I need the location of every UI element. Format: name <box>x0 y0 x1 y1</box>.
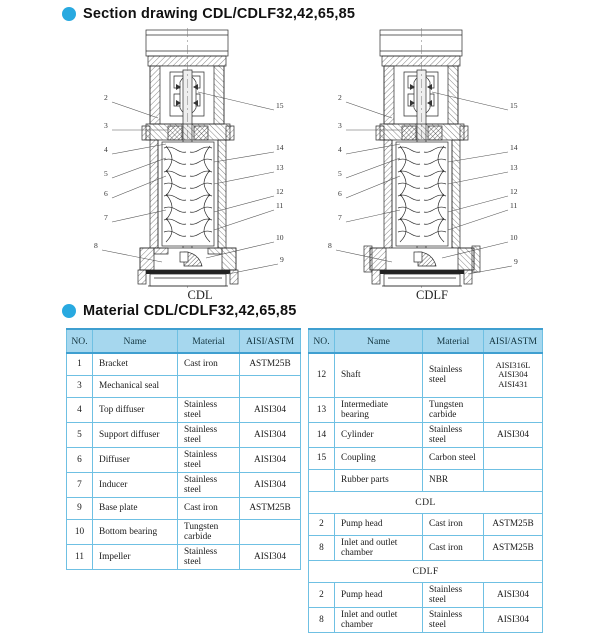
cell-name: Support diffuser <box>93 422 178 447</box>
cell-aisi: AISI304 <box>484 582 543 607</box>
cell-no: 4 <box>67 397 93 422</box>
callout-13: 13 <box>510 163 518 172</box>
table-row <box>309 397 543 422</box>
cell-material: Stainless steel <box>423 607 484 632</box>
callout-15: 15 <box>510 101 518 110</box>
cdl-right-callout-labels <box>276 101 284 264</box>
callout-12: 12 <box>276 187 284 196</box>
table-row <box>67 422 301 447</box>
cell-material: NBR <box>423 469 484 491</box>
cell-no: 11 <box>67 544 93 569</box>
table-row <box>67 447 301 472</box>
cell-name: Inlet and outlet chamber <box>335 607 423 632</box>
table-row <box>309 469 543 491</box>
cell-material: Cast iron <box>423 513 484 535</box>
cell-no: 10 <box>67 519 93 544</box>
table-header-row <box>309 329 543 353</box>
cell-no: 1 <box>67 353 93 375</box>
cell-aisi: AISI304 <box>484 422 543 447</box>
table-row <box>309 353 543 397</box>
callout-2: 2 <box>338 93 342 102</box>
cell-material: Cast iron <box>423 535 484 560</box>
cell-material: Stainless steel <box>178 447 240 472</box>
material-table-left <box>66 328 301 570</box>
cell-no: 7 <box>67 472 93 497</box>
section-drawing-cdl <box>88 26 313 291</box>
table-row <box>67 353 301 375</box>
cell-no: 14 <box>309 422 335 447</box>
header-name: Name <box>93 329 178 353</box>
cell-aisi: AISI304 <box>484 607 543 632</box>
cell-no: 3 <box>67 375 93 397</box>
table-row <box>309 447 543 469</box>
cell-no: 8 <box>309 607 335 632</box>
cell-aisi: AISI316L AISI304 AISI431 <box>484 353 543 397</box>
cell-name: Coupling <box>335 447 423 469</box>
cell-material: Stainless steel <box>178 544 240 569</box>
cell-aisi: AISI304 <box>240 544 301 569</box>
cell-material: Stainless steel <box>423 422 484 447</box>
table-row <box>309 607 543 632</box>
callout-4: 4 <box>338 145 342 154</box>
table-group-row <box>309 560 543 582</box>
bullet-icon <box>62 7 76 21</box>
cell-material: Cast iron <box>178 353 240 375</box>
cell-material: Stainless steel <box>423 353 484 397</box>
callout-7: 7 <box>338 213 342 222</box>
cdl-left-callout-labels <box>94 93 108 250</box>
cell-no: 2 <box>309 513 335 535</box>
cell-material: Cast iron <box>178 497 240 519</box>
section-drawing-title: Section drawing CDL/CDLF32,42,65,85 <box>83 6 356 22</box>
header-material: Material <box>178 329 240 353</box>
cell-no: 2 <box>309 582 335 607</box>
cell-aisi: ASTM25B <box>484 535 543 560</box>
callout-14: 14 <box>510 143 518 152</box>
cell-aisi <box>240 375 301 397</box>
caption-cdl: CDL <box>187 288 213 302</box>
cell-name: Shaft <box>335 353 423 397</box>
table-row <box>67 519 301 544</box>
callout-8: 8 <box>328 241 332 250</box>
table-row <box>309 535 543 560</box>
table-row <box>67 397 301 422</box>
cell-aisi: ASTM25B <box>240 353 301 375</box>
cell-name: Bracket <box>93 353 178 375</box>
callout-4: 4 <box>104 145 108 154</box>
callout-6: 6 <box>104 189 108 198</box>
cell-material: Carbon steel <box>423 447 484 469</box>
table-group-row <box>309 491 543 513</box>
cdlf-left-callout-labels <box>328 93 342 250</box>
header-no: NO. <box>67 329 93 353</box>
section-drawing-heading <box>62 6 355 22</box>
callout-13: 13 <box>276 163 284 172</box>
bullet-icon <box>62 304 76 318</box>
header-aisi: AISI/ASTM <box>240 329 301 353</box>
cell-no: 12 <box>309 353 335 397</box>
header-name: Name <box>335 329 423 353</box>
cell-name: Top diffuser <box>93 397 178 422</box>
cell-name: Pump head <box>335 582 423 607</box>
cell-aisi: AISI304 <box>240 397 301 422</box>
cell-material: Stainless steel <box>178 422 240 447</box>
callout-3: 3 <box>104 121 108 130</box>
table-row <box>67 497 301 519</box>
cell-name: Inlet and outlet chamber <box>335 535 423 560</box>
group-label: CDL <box>309 491 543 513</box>
header-no: NO. <box>309 329 335 353</box>
callout-7: 7 <box>104 213 108 222</box>
cell-material: Stainless steel <box>423 582 484 607</box>
table-row <box>67 472 301 497</box>
table-row <box>309 513 543 535</box>
cell-name: Impeller <box>93 544 178 569</box>
cell-material: Stainless steel <box>178 472 240 497</box>
callout-3: 3 <box>338 121 342 130</box>
cell-no <box>309 469 335 491</box>
table-row <box>309 582 543 607</box>
header-aisi: AISI/ASTM <box>484 329 543 353</box>
cell-aisi: AISI304 <box>240 422 301 447</box>
cell-aisi: ASTM25B <box>484 513 543 535</box>
callout-10: 10 <box>510 233 518 242</box>
table-row <box>309 422 543 447</box>
cell-aisi <box>240 519 301 544</box>
cell-name: Mechanical seal <box>93 375 178 397</box>
callout-9: 9 <box>514 257 518 266</box>
cell-material: Tungsten carbide <box>178 519 240 544</box>
callout-12: 12 <box>510 187 518 196</box>
table-header-row <box>67 329 301 353</box>
cell-material: Tungsten carbide <box>423 397 484 422</box>
cell-aisi <box>484 397 543 422</box>
cell-aisi: AISI304 <box>240 472 301 497</box>
callout-5: 5 <box>338 169 342 178</box>
callout-15: 15 <box>276 101 284 110</box>
cell-material: Stainless steel <box>178 397 240 422</box>
cell-material <box>178 375 240 397</box>
cell-name: Intermediate bearing <box>335 397 423 422</box>
cell-aisi <box>484 447 543 469</box>
cell-aisi: AISI304 <box>240 447 301 472</box>
callout-5: 5 <box>104 169 108 178</box>
cell-name: Cylinder <box>335 422 423 447</box>
cell-name: Base plate <box>93 497 178 519</box>
callout-8: 8 <box>94 241 98 250</box>
callout-6: 6 <box>338 189 342 198</box>
material-table-right <box>308 328 543 633</box>
cell-no: 9 <box>67 497 93 519</box>
table-row <box>67 375 301 397</box>
cell-name: Bottom bearing <box>93 519 178 544</box>
material-title: Material CDL/CDLF32,42,65,85 <box>83 303 297 319</box>
cell-name: Rubber parts <box>335 469 423 491</box>
cell-aisi: ASTM25B <box>240 497 301 519</box>
material-heading <box>62 303 297 319</box>
callout-10: 10 <box>276 233 284 242</box>
cell-no: 6 <box>67 447 93 472</box>
callout-2: 2 <box>104 93 108 102</box>
cell-aisi <box>484 469 543 491</box>
callout-11: 11 <box>510 201 518 210</box>
cell-no: 13 <box>309 397 335 422</box>
group-label: CDLF <box>309 560 543 582</box>
callout-9: 9 <box>280 255 284 264</box>
cell-name: Inducer <box>93 472 178 497</box>
callout-11: 11 <box>276 201 284 210</box>
cell-no: 8 <box>309 535 335 560</box>
cdlf-right-callout-labels <box>510 101 518 266</box>
cell-no: 5 <box>67 422 93 447</box>
cdlf-drawing-svg <box>322 26 547 291</box>
cell-name: Pump head <box>335 513 423 535</box>
cell-name: Diffuser <box>93 447 178 472</box>
caption-cdlf: CDLF <box>416 288 448 302</box>
section-drawing-cdlf <box>322 26 547 291</box>
header-material: Material <box>423 329 484 353</box>
cell-no: 15 <box>309 447 335 469</box>
cdl-drawing-svg <box>88 26 313 291</box>
table-row <box>67 544 301 569</box>
callout-14: 14 <box>276 143 284 152</box>
